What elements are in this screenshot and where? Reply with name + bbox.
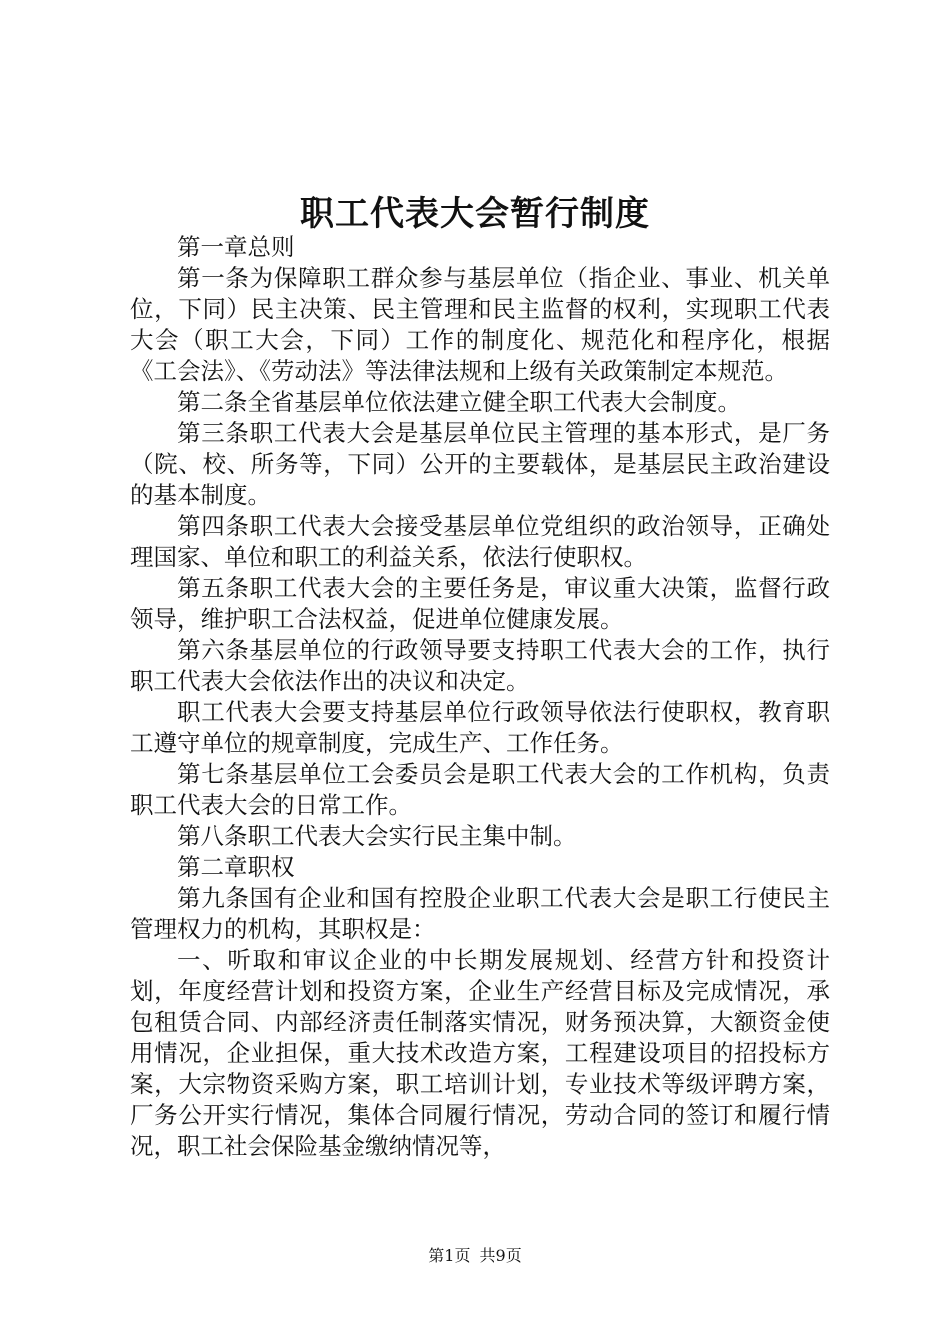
page-footer	[0, 1243, 950, 1266]
article-paragraph: 第三条职工代表大会是基层单位民主管理的基本形式，是厂务（院、校、所务等，下同）公开的主要载体，是基层民主政治建设的基本制度。	[130, 419, 830, 509]
page-total: 共9页	[479, 1246, 522, 1265]
chapter-heading: 第二章职权	[177, 853, 295, 881]
article-paragraph: 第四条职工代表大会接受基层单位党组织的政治领导，正确处理国家、单位和职工的利益关系，依法行使职权。	[130, 512, 830, 571]
article-paragraph: 第七条基层单位工会委员会是职工代表大会的工作机构，负责职工代表大会的日常工作。	[130, 760, 830, 819]
document-title: 职工代表大会暂行制度	[300, 194, 650, 234]
chapter-heading: 第一章总则	[177, 233, 295, 261]
article-paragraph: 第八条职工代表大会实行民主集中制。	[177, 822, 577, 850]
article-paragraph: 第一条为保障职工群众参与基层单位（指企业、事业、机关单位，下同）民主决策、民主管理和民主监督的权利，实现职工代表大会（职工大会，下同）工作的制度化、规范化和程序化，根据《工会法》、《劳动法》等法律法规和上级有关政策制定本规范。	[130, 264, 830, 385]
document-body	[130, 232, 830, 1162]
article-paragraph: 第九条国有企业和国有控股企业职工代表大会是职工行使民主管理权力的机构，其职权是：	[130, 884, 830, 943]
article-paragraph: 第六条基层单位的行政领导要支持职工代表大会的工作，执行职工代表大会依法作出的决议和决定。	[130, 636, 830, 695]
article-paragraph: 一、听取和审议企业的中长期发展规划、经营方针和投资计划，年度经营计划和投资方案，企业生产经营目标及完成情况，承包租赁合同、内部经济责任制落实情况，财务预决算，大额资金使用情况，企业担保，重大技术改造方案，工程建设项目的招投标方案，大宗物资采购方案，职工培训计划，专业技术等级评聘方案，厂务公开实行情况，集体合同履行情况，劳动合同的签订和履行情况，职工社会保险基金缴纳情况等，	[130, 946, 830, 1160]
article-paragraph: 第五条职工代表大会的主要任务是，审议重大决策，监督行政领导，维护职工合法权益，促进单位健康发展。	[130, 574, 830, 633]
article-paragraph: 第二条全省基层单位依法建立健全职工代表大会制度。	[177, 388, 741, 416]
page-number: 第1页	[428, 1246, 471, 1265]
article-paragraph: 职工代表大会要支持基层单位行政领导依法行使职权，教育职工遵守单位的规章制度，完成生产、工作任务。	[130, 698, 830, 757]
